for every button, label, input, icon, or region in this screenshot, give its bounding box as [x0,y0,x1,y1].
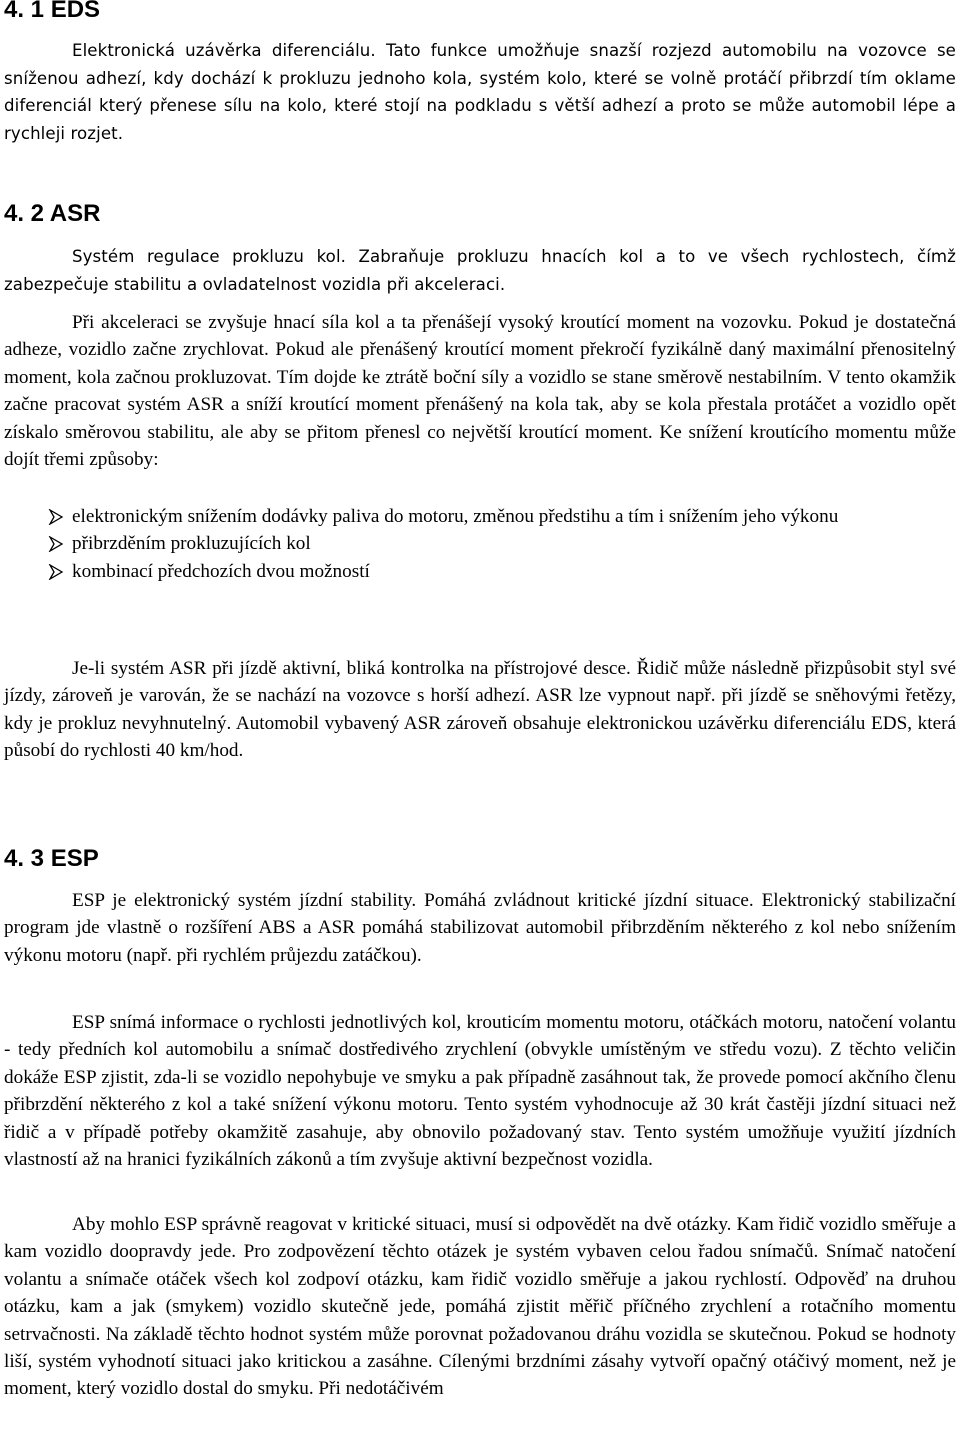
section-body-esp-2 [4,1009,956,1173]
list-item-text: elektronickým snížením dodávky paliva do motoru, změnou předstihu a tím i snížením jeho výkonu [72,506,839,527]
list-item [4,503,956,530]
list-item [4,558,956,585]
paragraph: Aby mohlo ESP správně reagovat v kritické situaci, musí si odpovědět na dvě otázky. Kam řidič vozidlo směřuje a kam vozidlo doopravdy jede. Pro zodpovězení těchto otázek je systém vybaven celou řadou snímačů. Snímač natočení volantu a snímače otáček všech kol zodpoví otázku, kam řidič vozidlo směřuje a jakou rychlostí. Odpověď na druhou otázku, kam a jak (smykem) vozidlo skutečně jede, pomáhá zjistit měřič příčného zrychlení a rotačního momentu setrvačnosti. Na základě těchto hodnot systém může porovnat požadovanou dráhu vozidla se skutečnou. Pokud se hodnoty liší, systém vyhodnotí situaci jako kritickou a zasáhne. Cílenými brzdními zásahy vytvoří opačný otáčivý moment, než je moment, který vozidlo dostal do smyku. Při nedotáčivém [4,1214,956,1400]
section-body-eds [4,37,956,147]
list-item [4,530,956,557]
bullet-list [4,503,956,585]
section-body-asr [4,243,956,298]
section-heading-asr: 4. 2 ASR [4,200,101,227]
section-body-esp [4,887,956,969]
section-body-esp-3 [4,1211,956,1403]
section-body-asr-2 [4,309,956,473]
paragraph: ESP je elektronický systém jízdní stability. Pomáhá zvládnout kritické jízdní situace. Elektronický stabilizační program jde vlastně o rozšíření ABS a ASR pomáhá stabilizovat automobil přibrzděním některého z kol nebo snížením výkonu motoru (např. při rychlém průjezdu zatáčkou). [4,890,956,966]
list-item-text: přibrzděním prokluzujících kol [72,533,311,555]
arrow-bullet-icon [48,564,64,580]
paragraph: Při akceleraci se zvyšuje hnací síla kol a ta přenášejí vysoký kroutící moment na vozovku. Pokud je dostatečná adheze, vozidlo začne zrychlovat. Pokud ale přenášený kroutící moment překročí fyzikálně daný maximální přenositelný moment, kola začnou prokluzovat. Tím dojde ke ztrátě boční síly a vozidlo se stane směrově nestabilním. V tento okamžik začne pracovat systém ASR a sníží kroutící moment přenášený na kola tak, aby se kola přestala protáčet a vozidlo opět získalo směrovou stabilitu, ale aby se přitom přenesl co největší kroutící moment. Ke snížení kroutícího momentu může dojít třemi způsoby: [4,312,956,471]
paragraph: Je-li systém ASR při jízdě aktivní, bliká kontrolka na přístrojové desce. Řidič může následně přizpůsobit styl své jízdy, zároveň je varován, že se nachází na vozovce s horší adhezí. ASR lze vypnout např. při jízdě se sněhovými řetězy, kdy je prokluz nevyhnutelný. Automobil vybavený ASR zároveň obsahuje elektronickou uzávěrku diferenciálu EDS, která působí do rychlosti 40 km/hod. [4,658,956,762]
list-item-text: kombinací předchozích dvou možností [72,560,370,582]
paragraph: Systém regulace prokluzu kol. Zabraňuje prokluzu hnacích kol a to ve všech rychlostech, čímž zabezpečuje stabilitu a ovladatelnost vozidla při akceleraci. [4,247,956,294]
paragraph: Elektronická uzávěrka diferenciálu. Tato funkce umožňuje snazší rozjezd automobilu na vozovce se sníženou adhezí, kdy dochází k prokluzu jednoho kola, systém kolo, které se volně protáčí přibrzdí tím oklame diferenciál který přenese sílu na kolo, které stojí na podkladu s větší adhezí a proto se může automobil lépe a rychleji rozjet. [4,41,956,143]
section-body-asr-3 [4,655,956,765]
paragraph: ESP snímá informace o rychlosti jednotlivých kol, krouticím momentu motoru, otáčkách motoru, natočení volantu - tedy předních kol automobilu a snímač dostředivého zrychlení (obvykle umístěným ve středu vozu). Z těchto veličin dokáže ESP zjistit, zda-li se vozidlo nepohybuje ve smyku a pak případně zasáhnout tak, že provede pomocí akčního členu přibrzdění některého z kol a také snížení výkonu motoru. Tento systém vyhodnocuje až 30 krát častěji jízdní situaci než řidič a v případě potřeby okamžitě zasahuje, aby obnovilo požadovaný stav. Tento systém umožňuje využití jízdních vlastností až na hranici fyzikálních zákonů a tím zvyšuje aktivní bezpečnost vozidla. [4,1012,956,1171]
arrow-bullet-icon [48,536,64,552]
arrow-bullet-icon [48,509,64,525]
section-heading-eds: 4. 1 EDS [4,0,101,23]
section-heading-esp: 4. 3 ESP [4,845,99,872]
